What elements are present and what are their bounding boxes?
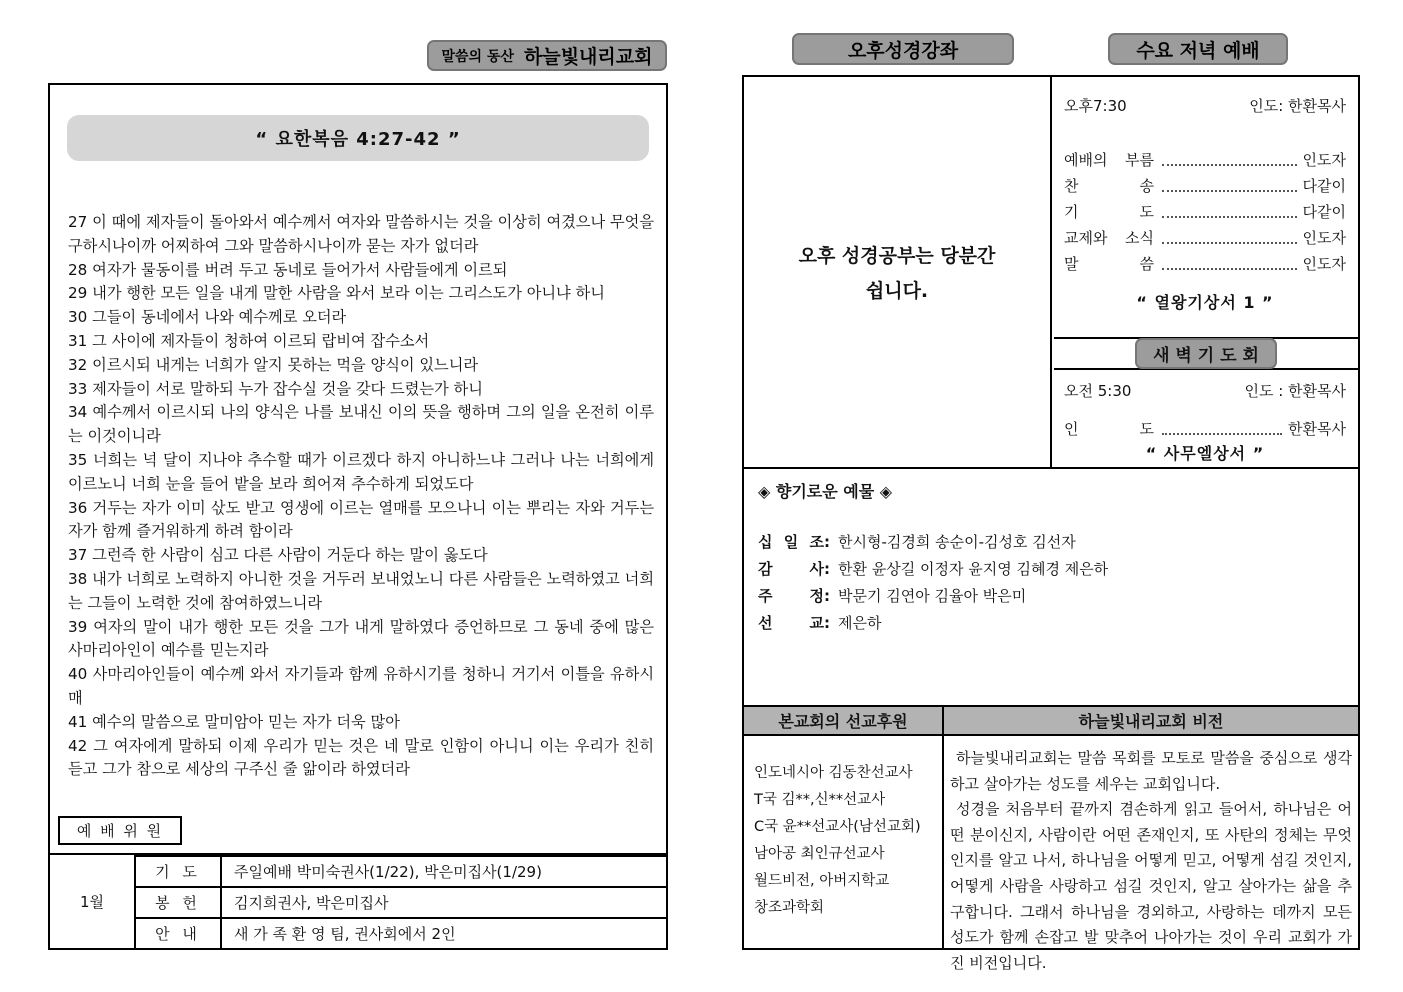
wednesday-worship-badge: 수요 저녁 예배 [1108, 33, 1288, 65]
afternoon-class-badge: 오후성경강좌 [792, 33, 1014, 65]
order-item-by: 인도자 [1302, 151, 1346, 169]
order-item-label: 말 씀 [1064, 255, 1154, 273]
mission-support-list [744, 736, 944, 948]
committee-role-value: 김지희권사, 박은미집사 [234, 894, 389, 912]
offering-type-label: 선 교: [758, 614, 830, 632]
scripture-verse: 34 예수께서 이르시되 나의 양식은 나를 보내신 이의 뜻을 행하며 그의 일을 온전히 이루는 이것이니라 [68, 403, 654, 446]
offering-row [758, 528, 1342, 555]
dawn-time-row [1064, 380, 1346, 401]
scripture-verse: 40 사마리아인들이 예수께 와서 자기들과 함께 유하시기를 청하니 거기서 이틀을 유하시매 [68, 665, 654, 707]
committee-role-label: 봉 헌 [136, 888, 222, 917]
notice-line-1: 오후 성경공부는 당분간 [798, 245, 996, 267]
dawn-order-list [1064, 413, 1346, 439]
worship-order-row [1064, 413, 1346, 439]
committee-role-label: 기 도 [136, 857, 222, 886]
scripture-text [68, 211, 654, 782]
mission-item: 창조과학회 [754, 900, 825, 916]
church-name: 하늘빛내리교회 [524, 46, 653, 68]
scripture-verse: 35 너희는 넉 달이 지나야 추수할 때가 이르겠다 하지 아니하느냐 그러나 나는 너희에게 이르노니 너희 눈을 들어 밭을 보라 희어져 추수하게 되었도다 [68, 450, 654, 493]
offering-type-label: 감 사: [758, 560, 830, 578]
vision-paragraph: 하늘빛내리교회는 말씀 목회를 모토로 말씀을 중심으로 생각하고 살아가는 성도를 세우는 교회입니다. [950, 749, 1352, 793]
scripture-verse: 41 예수의 말씀으로 말미암아 믿는 자가 더욱 많아 [68, 712, 400, 731]
scripture-page-panel [48, 83, 668, 950]
dawn-passage: “ 사무엘상서 ” [1145, 444, 1265, 463]
wednesday-leader: 인도: 한환목사 [1249, 97, 1346, 115]
scripture-verse: 30 그들이 동네에서 나와 예수께로 오더라 [68, 308, 347, 327]
offering-row [758, 582, 1342, 609]
order-item-by: 인도자 [1302, 229, 1346, 247]
bottom-table-body-row [744, 736, 1358, 972]
offering-title: ◈ 향기로운 예물 ◈ [758, 482, 893, 501]
scripture-verse: 42 그 여자에게 말하되 이제 우리가 믿는 것은 네 말로 인함이 아니니 이는 우리가 친히 듣고 그가 참으로 세상의 구주신 줄 앎이라 하였더라 [68, 736, 654, 779]
mission-item: T국 김**,신**선교사 [754, 792, 886, 808]
offering-row [758, 609, 1342, 636]
church-header-badge [427, 40, 667, 71]
dotted-leader [1162, 433, 1282, 435]
scripture-title-pill [67, 115, 649, 161]
offering-names: 제은하 [838, 614, 882, 632]
offering-names: 박문기 김연아 김율아 박은미 [838, 587, 1027, 605]
offering-names: 한시형-김경희 송순이-김성호 김선자 [838, 533, 1076, 551]
notice-line-2: 쉽니다. [865, 280, 929, 302]
worship-info-panel [742, 75, 1360, 972]
mission-item: 월드비전, 아버지학교 [754, 873, 890, 889]
order-item-label: 예배의 부름 [1064, 151, 1154, 169]
afternoon-class-notice [744, 77, 1052, 467]
wednesday-passage: “ 열왕기상서 1 ” [1136, 293, 1274, 312]
dotted-leader [1162, 268, 1297, 270]
dawn-prayer-section [1054, 370, 1358, 467]
scripture-verse: 39 여자의 말이 내가 행한 모든 것을 그가 내게 말하였다 증언하므로 그 동네 중에 많은 사마리아인이 예수를 믿는지라 [68, 617, 654, 660]
church-vision-text [944, 736, 1358, 972]
scripture-verse: 27 이 때에 제자들이 돌아와서 예수께서 여자와 말씀하시는 것을 이상히 여겼으나 무엇을 구하시나이까 어찌하여 그와 말씀하시나이까 묻는 자가 없더라 [68, 213, 654, 255]
scripture-verse: 33 제자들이 서로 말하되 누가 잡수실 것을 갖다 드렸는가 하니 [68, 379, 483, 398]
wednesday-time: 오후7:30 [1064, 97, 1127, 115]
order-item-by: 한환목사 [1288, 420, 1346, 438]
committee-row [136, 886, 666, 917]
committee-role-label: 안 내 [136, 919, 222, 948]
offering-rows [758, 528, 1342, 636]
offering-type-label: 십 일 조: [758, 533, 830, 551]
dawn-leader: 인도 : 한환목사 [1244, 382, 1346, 400]
offering-section [744, 467, 1358, 705]
scripture-verse: 38 내가 너희로 노력하지 아니한 것을 거두러 보내었노니 다른 사람들은 노력하였고 너희는 그들이 노력한 것에 참여하였느니라 [68, 569, 654, 612]
order-item-label: 교제와 소식 [1064, 229, 1154, 247]
scripture-verse: 36 거두는 자가 이미 삯도 받고 영생에 이르는 열매를 모으나니 이는 뿌리는 자와 거두는 자가 함께 즐거워하게 하려 함이라 [68, 498, 654, 541]
mission-support-header: 본교회의 선교후원 [744, 707, 944, 734]
wednesday-order-list [1064, 144, 1346, 274]
committee-row [136, 855, 666, 886]
worship-order-row [1064, 248, 1346, 274]
dawn-prayer-badge: 새 벽 기 도 회 [1135, 338, 1277, 369]
dawn-time: 오전 5:30 [1064, 382, 1132, 400]
committee-role-value: 새 가 족 환 영 팀, 권사회에서 2인 [234, 925, 456, 943]
order-item-label: 찬 송 [1064, 177, 1154, 195]
committee-rows [136, 855, 666, 948]
offering-type-label: 주 정: [758, 587, 830, 605]
worship-committee-table [48, 853, 668, 950]
offering-names: 한환 윤상길 이정자 윤지영 김혜경 제은하 [838, 560, 1109, 578]
scripture-verse: 31 그 사이에 제자들이 청하여 이르되 랍비여 잡수소서 [68, 331, 430, 350]
dotted-leader [1162, 216, 1297, 218]
wednesday-worship-section [1054, 77, 1358, 337]
worship-order-row [1064, 170, 1346, 196]
worship-order-row [1064, 196, 1346, 222]
scripture-verse: 29 내가 행한 모든 일을 내게 말한 사람을 와서 보라 이는 그리스도가 아니냐 하니 [68, 284, 605, 303]
church-motto: 말씀의 동산 [441, 48, 514, 65]
mission-item: 남아공 최인규선교사 [754, 846, 885, 862]
offering-row [758, 555, 1342, 582]
order-item-by: 다같이 [1302, 203, 1346, 221]
dawn-prayer-header-row [1054, 337, 1358, 370]
committee-row [136, 917, 666, 948]
order-item-by: 인도자 [1302, 255, 1346, 273]
wednesday-time-row [1064, 95, 1346, 116]
dotted-leader [1162, 190, 1297, 192]
scripture-verse: 32 이르시되 내게는 너희가 알지 못하는 먹을 양식이 있느니라 [68, 355, 479, 374]
committee-month-cell: 1월 [50, 855, 136, 948]
dotted-leader [1162, 164, 1297, 166]
committee-role-value: 주일예배 박미숙권사(1/22), 박은미집사(1/29) [234, 863, 542, 881]
worship-committee-label: 예 배 위 원 [58, 816, 182, 845]
church-vision-header: 하늘빛내리교회 비전 [944, 707, 1358, 734]
bottom-table-header-row [744, 705, 1358, 736]
order-item-label: 인 도 [1064, 420, 1154, 438]
dotted-leader [1162, 242, 1297, 244]
worship-order-row [1064, 222, 1346, 248]
vision-paragraph: 성경을 처음부터 끝까지 겸손하게 읽고 들어서, 하나님은 어떤 분이신지, 사람이란 어떤 존재인지, 또 사탄의 정체는 무엇인지를 알고 나서, 하나님을 어떻게 믿고, 어떻게 섬길 것인지, 어떻게 사람을 사랑하고 섬길 것인지, 알고 살아가는 삶을 추구합니다. 그래서 하나님을 경외하고, 사랑하는 데까지 모든 성도가 함께 손잡고 발 맞추어 나아가는 것이 우리 교회가 가진 비전입니다. [950, 800, 1352, 972]
scripture-reference: “ 요한복음 4:27-42 ” [255, 129, 461, 150]
scripture-verse: 37 그런즉 한 사람이 심고 다른 사람이 거둔다 하는 말이 옳도다 [68, 546, 488, 565]
worship-order-row [1064, 144, 1346, 170]
scripture-verse: 28 여자가 물동이를 버려 두고 동네로 들어가서 사람들에게 이르되 [68, 260, 508, 279]
order-item-label: 기 도 [1064, 203, 1154, 221]
order-item-by: 다같이 [1302, 177, 1346, 195]
mission-item: C국 윤**선교사(남선교회) [754, 819, 921, 835]
mission-item: 인도네시아 김동찬선교사 [754, 765, 913, 781]
